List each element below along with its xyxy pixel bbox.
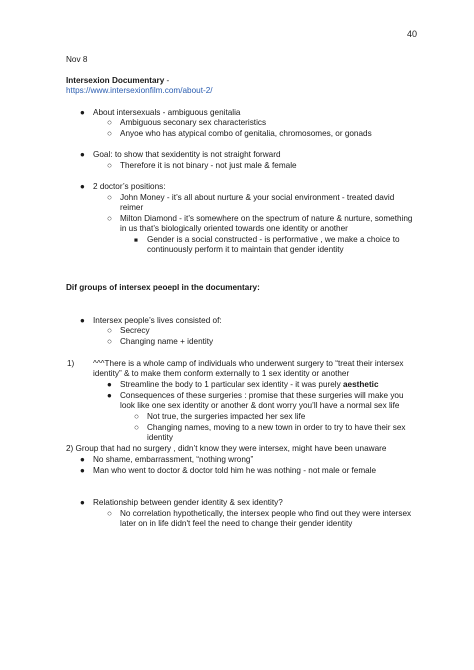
bullet-hollow-icon: ○	[107, 193, 112, 202]
bullet-filled-icon: ●	[80, 316, 85, 325]
list-item-continuation: identity” & to make them conform externally to 1 sex identity or another	[93, 369, 350, 378]
bullet-filled-icon: ●	[80, 150, 85, 159]
bullet-filled-icon: ●	[80, 455, 85, 464]
goal-item: Goal: to show that sexidentity is not straight forward	[93, 150, 281, 159]
aesthetic-text: aesthetic	[343, 380, 379, 389]
bullet-filled-icon: ●	[107, 391, 112, 400]
list-item: Changing name + identity	[120, 337, 214, 346]
bullet-filled-icon: ●	[80, 498, 85, 507]
page-number: 40	[407, 29, 418, 39]
list-item-continuation: continuously perform it to maintain that gender identity	[147, 245, 344, 254]
doctors-positions-item: 2 doctor’s positions:	[93, 182, 166, 191]
list-item: Anyoe who has atypical combo of genitalia, chromosomes, or gonads	[120, 129, 372, 138]
bullet-filled-icon: ●	[80, 108, 85, 117]
list-item: Therefore it is not binary - not just male & female	[120, 161, 297, 170]
list-item: Changing names, moving to a new town in order to try to have their sex	[147, 423, 406, 432]
list-item-continuation: reimer	[120, 203, 144, 212]
list-item: Ambiguous seconary sex characteristics	[120, 118, 267, 127]
heading-text: Intersexion Documentary	[66, 76, 165, 85]
list-item-continuation: later on in life didn't feel the need to change their gender identity	[120, 519, 353, 528]
bullet-square-icon: ■	[134, 237, 138, 244]
list-item: Gender is a social constructed - is performative , we make a choice to	[147, 235, 400, 244]
intersex-lives-item: Intersex people’s lives consisted of:	[93, 316, 222, 325]
bullet-hollow-icon: ○	[107, 326, 112, 335]
bullet-filled-icon: ●	[80, 466, 85, 475]
bullet-filled-icon: ●	[107, 380, 112, 389]
streamline-text: Streamline the body to 1 particular sex identity - it was purely	[120, 380, 343, 389]
bullet-filled-icon: ●	[80, 182, 85, 191]
bullet-hollow-icon: ○	[107, 129, 112, 138]
bullet-hollow-icon: ○	[107, 118, 112, 127]
surgery-camp-item: ^^^There is a whole camp of individuals who underwent surgery to “treat their intersex	[93, 359, 404, 368]
bullet-hollow-icon: ○	[134, 412, 139, 421]
list-item: Secrecy	[120, 326, 150, 335]
heading-suffix: -	[164, 76, 170, 85]
list-item: John Money - it’s all about nurture & your social environment - treated david	[120, 193, 395, 202]
bullet-hollow-icon: ○	[107, 509, 112, 518]
bullet-hollow-icon: ○	[107, 214, 112, 223]
list-item: No correlation hypothetically, the intersex people who find out they were intersex	[120, 509, 412, 518]
bullet-hollow-icon: ○	[107, 337, 112, 346]
list-item	[120, 380, 379, 390]
list-item: Milton Diamond - it’s somewhere on the spectrum of nature & nurture, something	[120, 214, 413, 223]
no-surgery-group-item: 2) Group that had no surgery , didn’t know they were intersex, might have been unaware	[66, 444, 387, 453]
note-date: Nov 8	[66, 55, 88, 64]
list-item: Not true, the surgeries impacted her sex life	[147, 412, 306, 421]
list-number: 1)	[67, 359, 75, 368]
list-item-continuation: identity	[147, 433, 173, 442]
groups-heading: Dif groups of intersex peoepl in the documentary:	[66, 283, 260, 292]
bullet-hollow-icon: ○	[134, 423, 139, 432]
documentary-link[interactable]: https://www.intersexionfilm.com/about-2/	[66, 86, 213, 95]
list-item: Man who went to doctor & doctor told him he was nothing - not male or female	[93, 466, 377, 475]
documentary-heading	[66, 76, 169, 86]
about-intersexuals-item: About intersexuals - ambiguous genitalia	[93, 108, 241, 117]
bullet-hollow-icon: ○	[107, 161, 112, 170]
list-item-continuation: in us that’s biologically oriented towards one identity or another	[120, 224, 348, 233]
list-item: No shame, embarrassment, “nothing wrong”	[93, 455, 254, 464]
relationship-item: Relationship between gender identity & sex identity?	[93, 498, 283, 507]
list-item: Consequences of these surgeries : promise that these surgeries will make you	[120, 391, 404, 400]
list-item-continuation: look like one sex identity or another & dont worry you’ll have a normal sex life	[120, 401, 400, 410]
